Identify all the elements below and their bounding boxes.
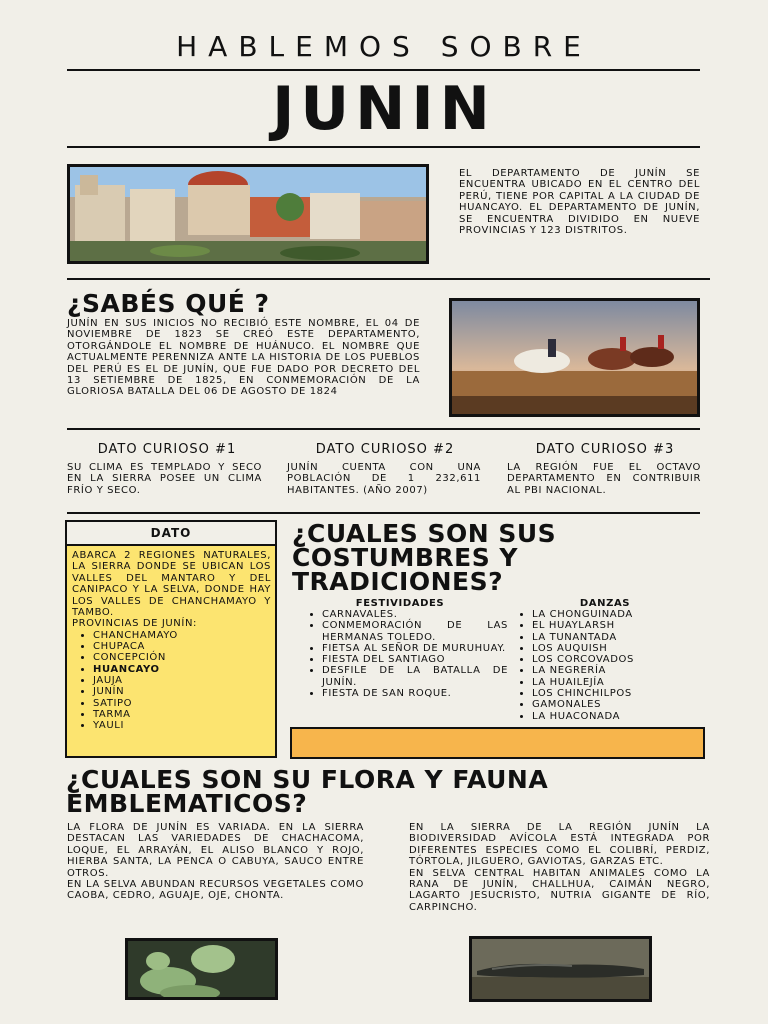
- flora-heading: ¿CUALES SON SU FLORA Y FAUNA EMBLEMATICOS?: [66, 765, 549, 818]
- dato-curioso-2-text: JUNÍN CUENTA CON UNA POBLACIÓN DE 1 232,611 HABITANTES. (AÑO 2007): [287, 462, 481, 496]
- divider: [67, 512, 700, 514]
- list-item: • FIESTA DEL SANTIAGO: [322, 654, 508, 665]
- list-item: • YAULI: [93, 720, 275, 731]
- list-item: • CHUPACA: [93, 641, 275, 652]
- list-item: • LOS AUQUISH: [532, 643, 718, 654]
- flora-column: [67, 822, 364, 902]
- list-item: • HUANCAYO: [93, 664, 275, 675]
- list-item: • CHANCHAMAYO: [93, 630, 275, 641]
- dato-curioso-1-text: SU CLIMA ES TEMPLADO Y SECO EN LA SIERRA POSEE UN CLIMA FRÍO Y SECO.: [67, 462, 262, 496]
- caiman-photo: [469, 936, 652, 1002]
- danzas-list: [514, 609, 718, 722]
- fauna-column: [409, 822, 710, 913]
- list-item: • JAUJA: [93, 675, 275, 686]
- list-item: • CARNAVALES.: [322, 609, 508, 620]
- divider: [67, 278, 710, 280]
- list-item: • DESFILE DE LA BATALLA DE JUNÍN.: [322, 665, 508, 688]
- cactus-image: [128, 941, 275, 997]
- fauna-selva-text: EN SELVA CENTRAL HABITAN ANIMALES COMO LA RANA DE JUNÍN, CHALLHUA, CAIMÁN NEGRO, LAGARTO JESUCRISTO, NUTRIA GIGANTE DE RÍO, CARPINCHO.: [409, 867, 710, 913]
- dato-curioso-3-title: DATO CURIOSO #3: [535, 442, 675, 457]
- list-item: • FIETSA AL SEÑOR DE MURUHUAY.: [322, 643, 508, 654]
- batalla-painting-image: [452, 301, 697, 414]
- caiman-image: [472, 939, 649, 999]
- divider: [67, 69, 700, 71]
- list-item: • SATIPO: [93, 698, 275, 709]
- list-item: • EL HUAYLARSH: [532, 620, 718, 631]
- list-item: • CONCEPCIÓN: [93, 652, 275, 663]
- dato-text: ABARCA 2 REGIONES NATURALES, LA SIERRA DONDE SE UBICAN LOS VALLES DEL MANTARO Y DEL CANIPACO Y LA SELVA, DONDE HAY LOS VALLES DE CHANCHAMAYO Y TAMBO.: [72, 550, 271, 619]
- dato-curioso-2-title: DATO CURIOSO #2: [315, 442, 455, 457]
- danzas-label: DANZAS: [579, 598, 631, 609]
- list-item: • LOS CORCOVADOS: [532, 654, 718, 665]
- flora-text: LA FLORA DE JUNÍN ES VARIADA. EN LA SIERRA DESTACAN LAS VARIEDADES DE CHACHACOMA, LOQUE, EL ARRAYÁN, EL ALISO BLANCO Y ROJO, HIERBA SANTA, LA PENCA O CABUYA, SAUCO ENTRE OTROS.: [67, 822, 364, 879]
- list-item: • TARMA: [93, 709, 275, 720]
- dato-curioso-3-text: LA REGIÓN FUE EL OCTAVO DEPARTAMENTO EN CONTRIBUIR AL PBI NACIONAL.: [507, 462, 701, 496]
- dato-box: [65, 520, 277, 758]
- flora-selva-text: EN LA SELVA ABUNDAN RECURSOS VEGETALES COMO CAOBA, CEDRO, AGUAJE, OJE, CHONTA.: [67, 879, 364, 902]
- dato-title: DATO: [67, 522, 275, 546]
- list-item: • LOS CHINCHILPOS: [532, 688, 718, 699]
- flora-plant-photo: [125, 938, 278, 1000]
- divider: [67, 428, 700, 430]
- provincias-label: PROVINCIAS DE JUNÍN:: [72, 618, 197, 630]
- list-item: • LA NEGRERÍA: [532, 665, 718, 676]
- divider: [67, 146, 700, 148]
- list-item: • LA HUACONADA: [532, 711, 718, 722]
- list-item: • LA HUAILEJÍA: [532, 677, 718, 688]
- dato-curioso-1-title: DATO CURIOSO #1: [97, 442, 237, 457]
- list-item: • CONMEMORACIÓN DE LAS HERMANAS TOLEDO.: [322, 620, 508, 643]
- list-item: • FIESTA DE SAN ROQUE.: [322, 688, 508, 699]
- sabes-heading: ¿SABÉS QUÉ ?: [67, 289, 270, 318]
- festividades-label: FESTIVIDADES: [355, 598, 445, 609]
- page-title: JUNIN: [272, 74, 496, 144]
- orange-banner: [290, 727, 705, 759]
- page-kicker: HABLEMOS SOBRE: [176, 30, 592, 63]
- festividades-list: [304, 609, 508, 699]
- batalla-junin-painting: [449, 298, 700, 417]
- huancayo-city-photo: [67, 164, 429, 264]
- list-item: • GAMONALES: [532, 699, 718, 710]
- fauna-text: EN LA SIERRA DE LA REGIÓN JUNÍN LA BIODIVERSIDAD AVÍCOLA ESTÁ INTEGRADA POR DIFERENTES ESPECIES COMO EL COLIBRÍ, PERDIZ, TÓRTOLA, JILGUERO, GAVIOTAS, GARZAS ETC.: [409, 822, 710, 868]
- list-item: • LA CHONGUINADA: [532, 609, 718, 620]
- intro-text: EL DEPARTAMENTO DE JUNÍN SE ENCUENTRA UBICADO EN EL CENTRO DEL PERÚ, TIENE POR CAPITAL A LA CIUDAD DE HUANCAYO. EL DEPARTAMENTO DE JUNÍN, SE ENCUENTRA DIVIDIDO EN NUEVE PROVINCIAS Y 123 DISTRITOS.: [459, 168, 700, 237]
- list-item: • LA TUNANTADA: [532, 632, 718, 643]
- huancayo-city-image: [70, 167, 426, 261]
- costumbres-heading: ¿CUALES SON SUS COSTUMBRES Y TRADICIONES?: [292, 519, 557, 596]
- sabes-text: JUNÍN EN SUS INICIOS NO RECIBIÓ ESTE NOMBRE, EL 04 DE NOVIEMBRE DE 1823 SE CREÓ ESTE DEPARTAMENTO, OTORGÁNDOLE EL NOMBRE DE HUÁNUCO. EL NOMBRE QUE ACTUALMENTE PERENNIZA ANTE LA HISTORIA DE LOS PUEBLOS DEL PERÚ ES EL DE JUNÍN, QUE FUE DADO POR DECRETO DEL 13 SETIEMBRE DE 1825, EN CONMEMORACIÓN DE LA GLORIOSA BATALLA DEL 06 DE AGOSTO DE 1824: [67, 318, 420, 398]
- provincias-list: [67, 630, 275, 732]
- list-item: • JUNÍN: [93, 686, 275, 697]
